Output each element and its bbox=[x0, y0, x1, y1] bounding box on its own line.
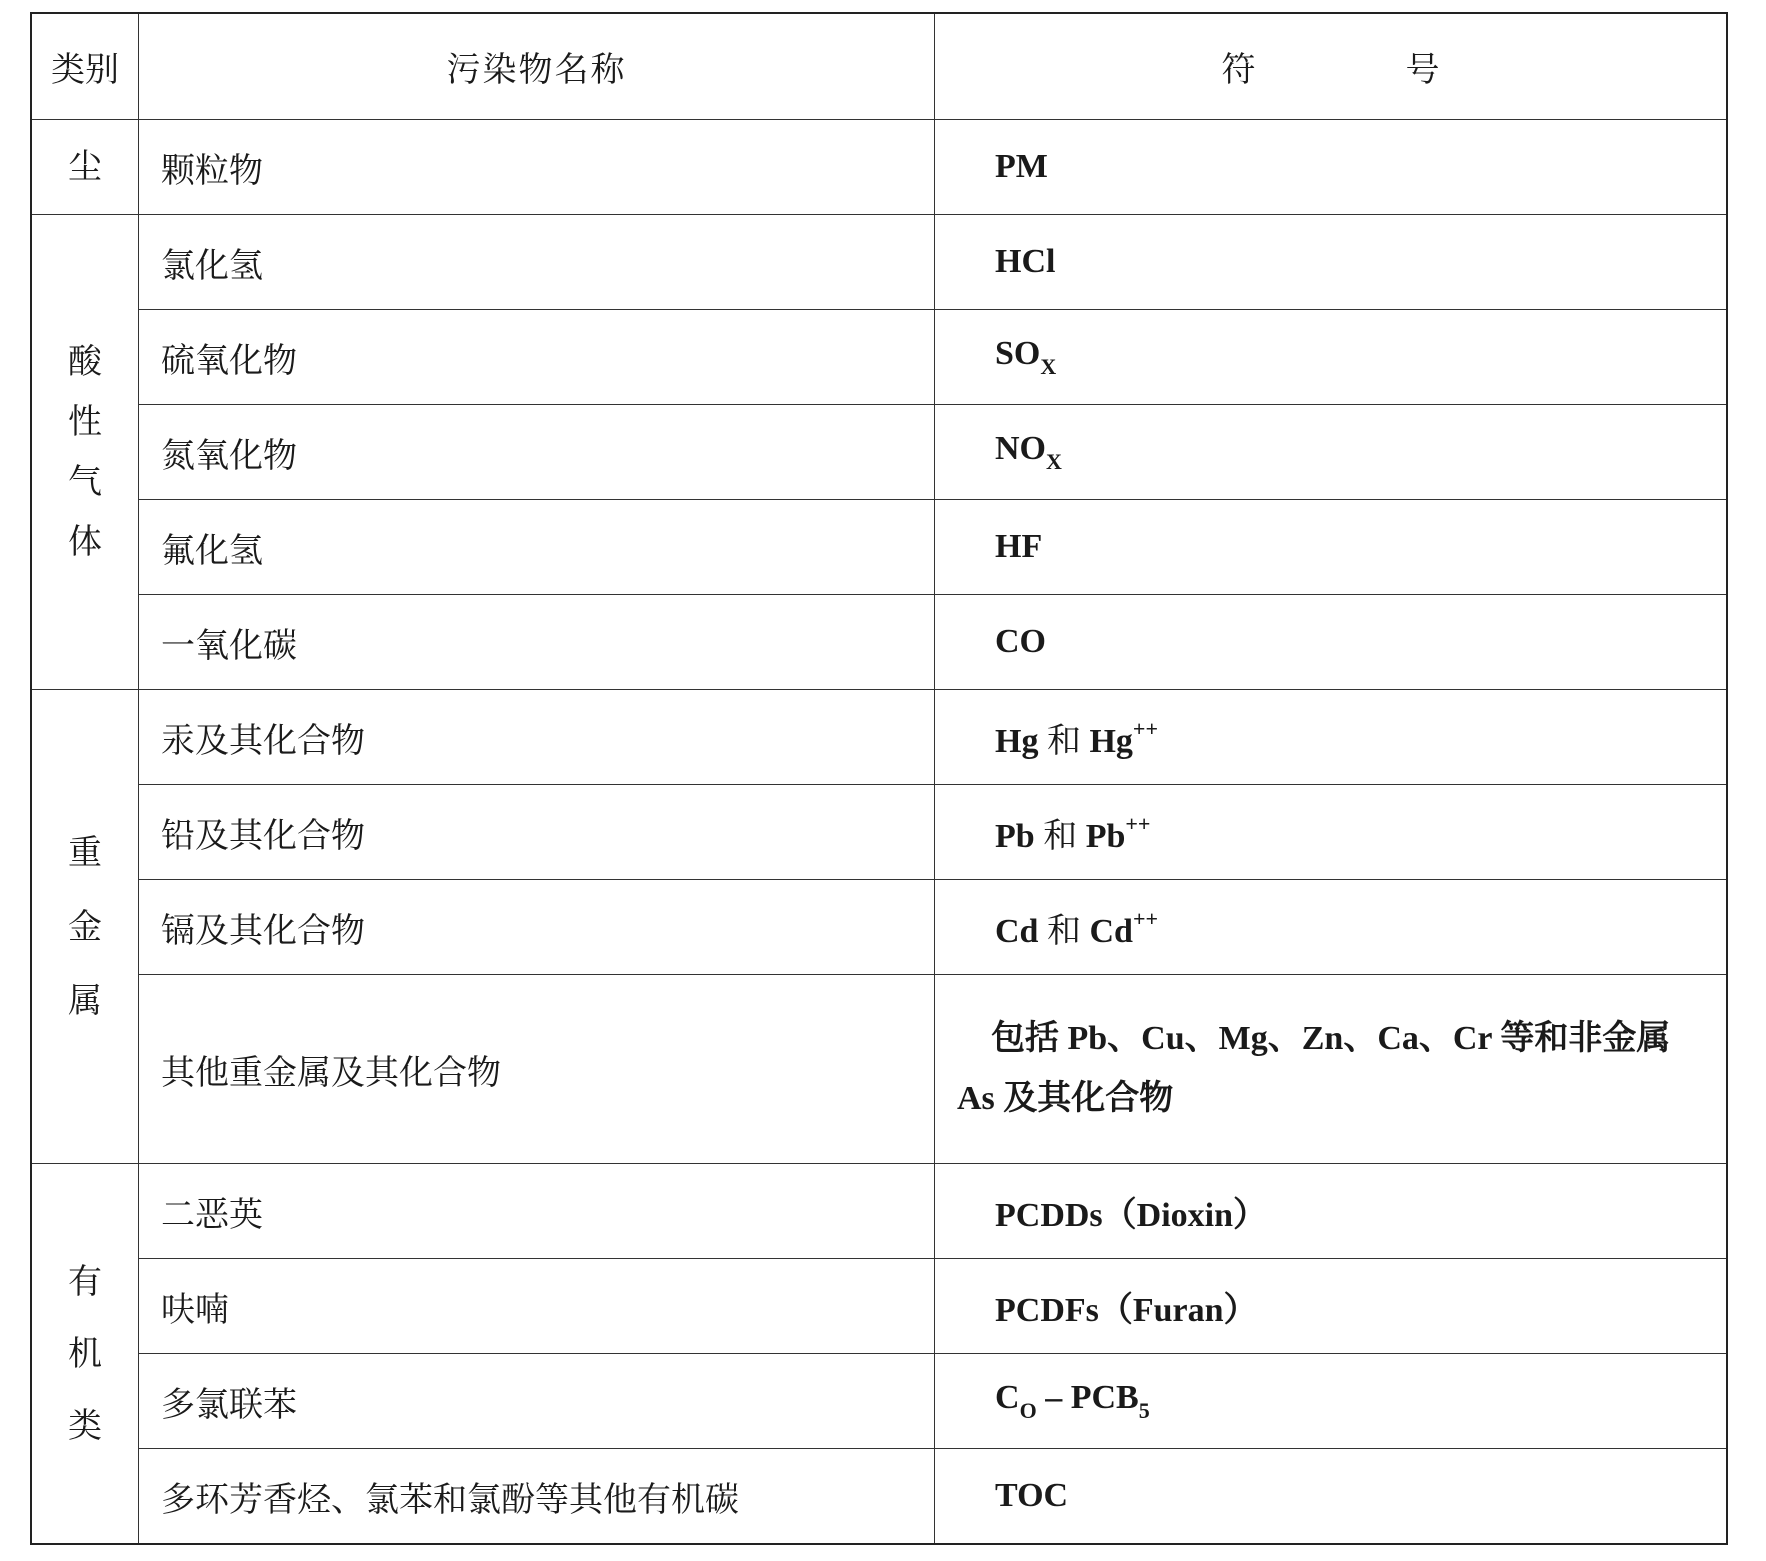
pollutant-symbol bbox=[935, 785, 1728, 880]
symbol-b: Pb bbox=[1085, 817, 1126, 855]
category-acid-gas bbox=[31, 215, 139, 690]
symbol-paragraph: 包括 Pb、Cu、Mg、Zn、Ca、Cr 等和非金属 As 及其化合物 bbox=[957, 1020, 1671, 1117]
symbol-main: SO bbox=[995, 334, 1041, 372]
table-row bbox=[31, 310, 1727, 405]
category-organic bbox=[31, 1164, 139, 1545]
pollutant-symbol: PM bbox=[935, 120, 1728, 215]
table-row bbox=[31, 1354, 1727, 1449]
header-category: 类别 bbox=[31, 13, 139, 120]
pollutant-symbol: PCDFs（Furan） bbox=[935, 1259, 1728, 1354]
symbol-subscript: X bbox=[1046, 448, 1062, 474]
pollutant-name: 氮氧化物 bbox=[139, 405, 935, 500]
symbol-b: Hg bbox=[1089, 722, 1133, 760]
symbol-join: 和 bbox=[1043, 815, 1078, 856]
table-row bbox=[31, 595, 1727, 690]
pollutant-name: 颗粒物 bbox=[139, 120, 935, 215]
symbol-subscript: 5 bbox=[1138, 1397, 1150, 1423]
category-char: 重 bbox=[68, 832, 102, 873]
category-char: 有 bbox=[68, 1261, 102, 1302]
table-row bbox=[31, 120, 1727, 215]
symbol-superscript: ++ bbox=[1132, 905, 1159, 931]
pollutant-name: 汞及其化合物 bbox=[139, 690, 935, 785]
table-row bbox=[31, 500, 1727, 595]
pollutant-name: 多氯联苯 bbox=[139, 1354, 935, 1449]
pollutant-symbol bbox=[935, 690, 1728, 785]
table-row bbox=[31, 690, 1727, 785]
symbol-join: 和 bbox=[1046, 910, 1081, 951]
table-row bbox=[31, 1449, 1727, 1545]
symbol-superscript: ++ bbox=[1132, 715, 1158, 741]
pollutant-name: 呋喃 bbox=[139, 1259, 935, 1354]
category-char: 机 bbox=[68, 1333, 102, 1374]
pollutant-symbol bbox=[935, 975, 1728, 1164]
symbol-tail: – PCB bbox=[1036, 1378, 1139, 1416]
symbol-c: C bbox=[995, 1378, 1020, 1416]
pollutant-table bbox=[30, 12, 1728, 1545]
pollutant-name: 氯化氢 bbox=[139, 215, 935, 310]
pollutant-name: 铅及其化合物 bbox=[139, 785, 935, 880]
header-name: 污染物名称 bbox=[139, 13, 935, 120]
table-header-row bbox=[31, 13, 1727, 120]
pollutant-name: 多环芳香烃、氯苯和氯酚等其他有机碳 bbox=[139, 1449, 935, 1545]
category-char: 属 bbox=[68, 980, 102, 1021]
pollutant-symbol bbox=[935, 310, 1728, 405]
table-row bbox=[31, 1164, 1727, 1259]
pollutant-symbol bbox=[935, 880, 1728, 975]
symbol-superscript: ++ bbox=[1125, 810, 1151, 836]
pollutant-symbol: CO bbox=[935, 595, 1728, 690]
pollutant-symbol: HCl bbox=[935, 215, 1728, 310]
table-row bbox=[31, 785, 1727, 880]
symbol-a: Hg bbox=[995, 722, 1039, 760]
category-char: 性 bbox=[68, 402, 102, 442]
category-dust: 尘 bbox=[31, 120, 139, 215]
symbol-main: NO bbox=[995, 429, 1046, 467]
table-row bbox=[31, 405, 1727, 500]
pollutant-symbol: TOC bbox=[935, 1449, 1728, 1545]
category-char: 酸 bbox=[68, 342, 102, 382]
pollutant-symbol bbox=[935, 405, 1728, 500]
symbol-a: Cd bbox=[995, 912, 1039, 950]
header-symbol bbox=[935, 13, 1728, 120]
pollutant-symbol: HF bbox=[935, 500, 1728, 595]
table-row bbox=[31, 215, 1727, 310]
pollutant-symbol bbox=[935, 1354, 1728, 1449]
header-symbol-b: 号 bbox=[1405, 50, 1440, 90]
pollutant-name: 二恶英 bbox=[139, 1164, 935, 1259]
category-char: 类 bbox=[68, 1405, 102, 1446]
symbol-join: 和 bbox=[1046, 720, 1081, 761]
pollutant-name: 其他重金属及其化合物 bbox=[139, 975, 935, 1164]
symbol-a: Pb bbox=[995, 817, 1035, 855]
symbol-subscript: X bbox=[1040, 353, 1057, 379]
category-heavy-metal bbox=[31, 690, 139, 1164]
table-row bbox=[31, 975, 1727, 1164]
pollutant-symbol: PCDDs（Dioxin） bbox=[935, 1164, 1728, 1259]
header-symbol-a: 符 bbox=[1221, 50, 1256, 90]
category-char: 金 bbox=[68, 906, 102, 947]
symbol-subscript: O bbox=[1019, 1397, 1037, 1423]
symbol-b: Cd bbox=[1089, 912, 1133, 950]
pollutant-name: 氟化氢 bbox=[139, 500, 935, 595]
pollutant-name: 镉及其化合物 bbox=[139, 880, 935, 975]
table-row bbox=[31, 880, 1727, 975]
category-char: 体 bbox=[68, 522, 102, 562]
pollutant-name: 硫氧化物 bbox=[139, 310, 935, 405]
table-row bbox=[31, 1259, 1727, 1354]
pollutant-name: 一氧化碳 bbox=[139, 595, 935, 690]
category-char: 气 bbox=[68, 462, 102, 502]
